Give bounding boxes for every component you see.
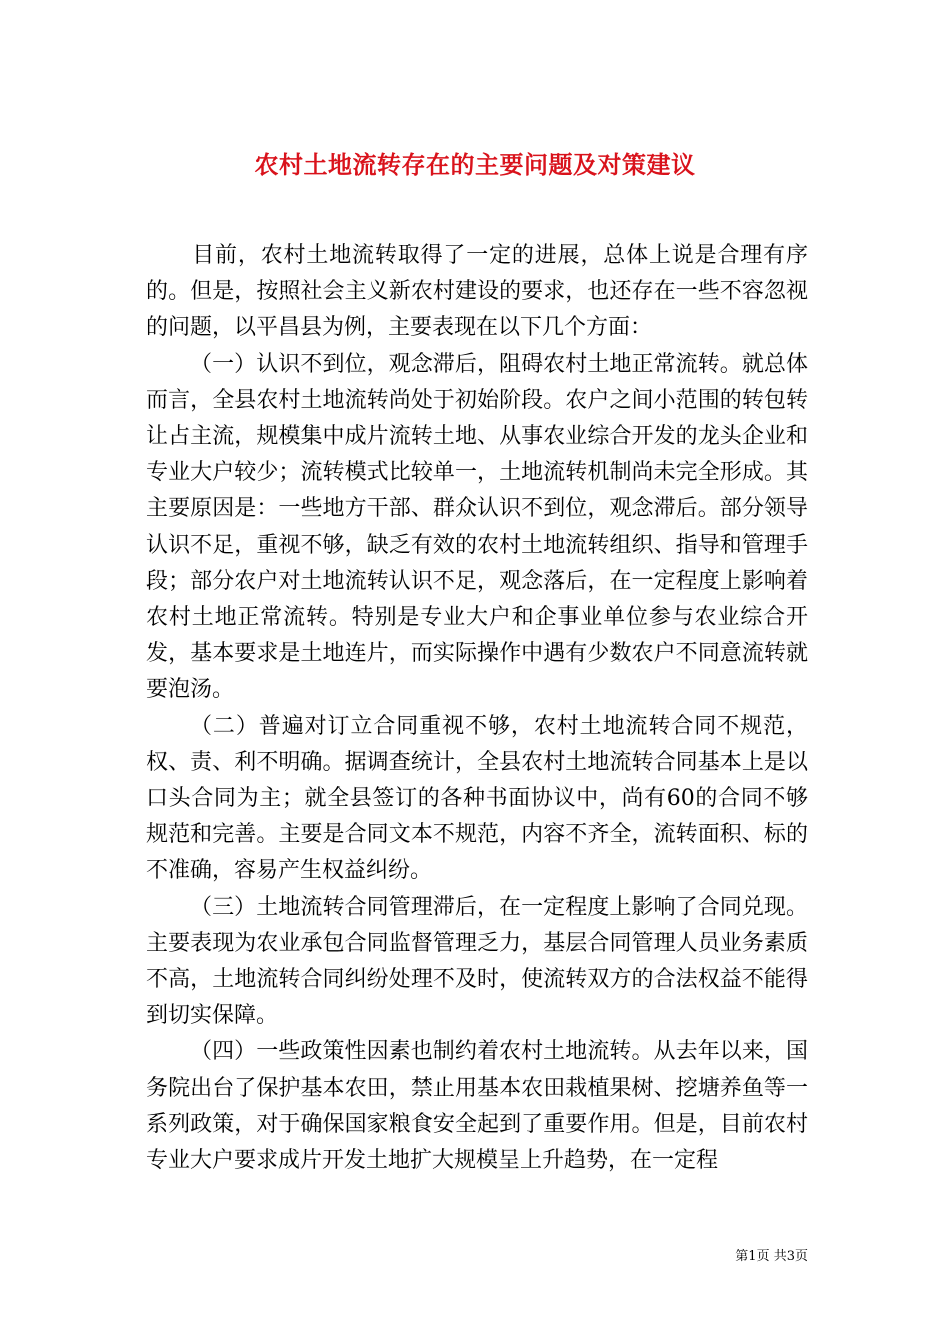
page-total: 3 <box>786 1249 795 1264</box>
paragraph-issue-1: （一）认识不到位，观念滞后，阻碍农村土地正常流转。就总体而言，全县农村土地流转尚处于初始阶段。农户之间小范围的转包转让占主流，规模集中成片流转土地、从事农业综合开发的龙头企业和专业大户较少；流转模式比较单一，土地流转机制尚未完全形成。其主要原因是：一些地方干部、群众认识不到位，观念滞后。部分领导认识不足，重视不够，缺乏有效的农村土地流转组织、指导和管理手段；部分农户对土地流转认识不足，观念落后，在一定程度上影响着农村土地正常流转。特别是专业大户和企事业单位参与农业综合开发，基本要求是土地连片，而实际操作中遇有少数农户不同意流转就要泡汤。 <box>146 351 808 703</box>
paragraph-issue-3: （三）土地流转合同管理滞后，在一定程度上影响了合同兑现。主要表现为农业承包合同监督管理乏力，基层合同管理人员业务素质不高，土地流转合同纠纷处理不及时，使流转双方的合法权益不能得到切实保障。 <box>146 894 808 1029</box>
page-current: 1 <box>748 1249 757 1264</box>
paragraph-issue-4: （四）一些政策性因素也制约着农村土地流转。从去年以来，国务院出台了保护基本农田，禁止用基本农田栽植果树、挖塘养鱼等一系列政策，对于确保国家粮食安全起到了重要作用。但是，目前农村专业大户要求成片开发土地扩大规模呈上升趋势，在一定程 <box>146 1039 808 1174</box>
page-prefix: 第 <box>735 1249 749 1264</box>
page-title: 农村土地流转存在的主要问题及对策建议 <box>254 150 696 180</box>
page-middle: 页 共 <box>756 1249 787 1264</box>
document-body <box>146 238 808 1179</box>
page-number-footer <box>700 1248 808 1266</box>
paragraph-intro: 目前，农村土地流转取得了一定的进展，总体上说是合理有序的。但是，按照社会主义新农村建设的要求，也还存在一些不容忽视的问题，以平昌县为例，主要表现在以下几个方面： <box>146 243 808 341</box>
page-suffix: 页 <box>794 1249 808 1264</box>
paragraph-issue-2: （二）普遍对订立合同重视不够，农村土地流转合同不规范，权、责、利不明确。据调查统计，全县农村土地流转合同基本上是以口头合同为主；就全县签订的各种书面协议中，尚有60的合同不够规范和完善。主要是合同文本不规范，内容不齐全，流转面积、标的不准确，容易产生权益纠纷。 <box>146 713 808 884</box>
